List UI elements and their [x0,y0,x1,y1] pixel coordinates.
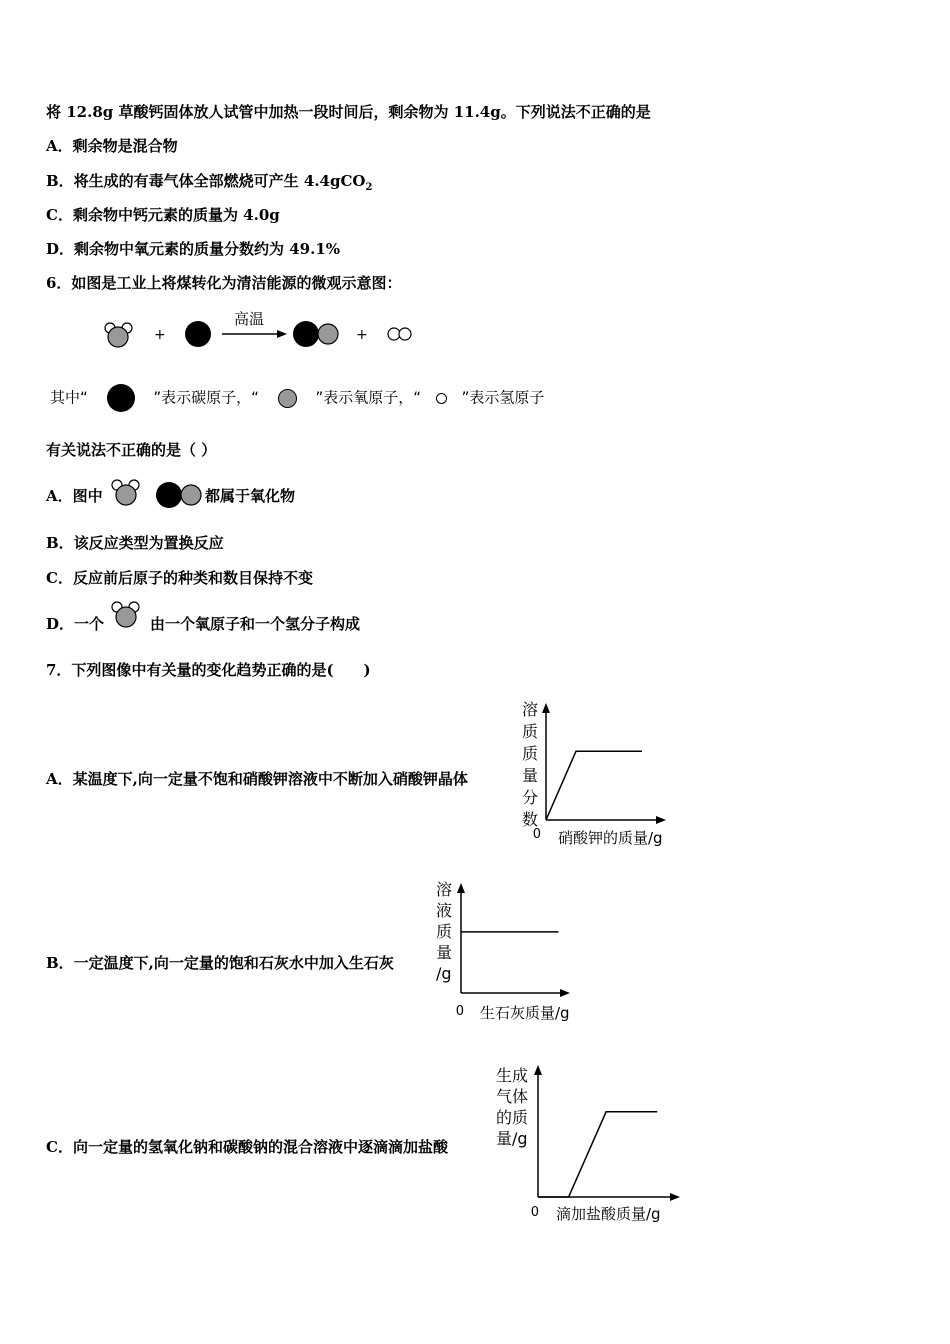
co2-subscript: 2 [365,182,373,193]
q6-option-d-pre: D．一个 [46,615,105,633]
plus-sign-2: + [356,327,368,343]
chart-b-origin: 0 [455,1004,464,1019]
chart-b-x-arrow-icon [560,989,570,997]
plus-sign-1: + [154,327,166,343]
q6-option-d-post: 由一个氧原子和一个氢分子构成 [150,615,361,633]
q6-question: 有关说法不正确的是（ ） [46,441,217,459]
chart-c-xlabel: 滴加盐酸质量/g [556,1205,661,1223]
q6-option-d[interactable] [46,614,104,634]
ylabel-char: 量 [522,766,539,785]
chart-b-y-arrow-icon [457,883,465,893]
ylabel-char: 生成 [496,1066,529,1085]
legend-carbon-text: ”表示碳原子，“ [153,388,259,407]
carbon-atom-icon [185,321,211,347]
q6-option-a[interactable] [46,486,103,506]
q7-option-b[interactable]: B．一定温度下,向一定量的饱和石灰水中加入生石灰 [46,954,394,972]
ylabel-char: 液 [436,901,453,920]
q7-stem: 7．下列图像中有关量的变化趋势正确的是( ) [46,661,371,679]
chart-a [510,695,690,855]
ylabel-char: 量 [436,943,453,962]
chart-c-series-line [538,1112,657,1197]
chart-c-y-arrow-icon [534,1065,542,1075]
legend-oxygen-text: ”表示氧原子，“ [315,388,421,407]
q7-option-c[interactable]: C．向一定量的氢氧化钠和碳酸钠的混合溶液中逐滴滴加盐酸 [46,1138,448,1156]
chart-b [430,875,610,1025]
ylabel-char: 气体 [496,1087,529,1106]
co-molecule-icon [293,321,338,347]
legend-pre: 其中“ [50,388,88,407]
arrow-head-icon [277,330,287,338]
ylabel-char: 分 [522,788,539,807]
chart-a-x-arrow-icon [656,816,666,824]
ylabel-char: 溶 [522,700,539,719]
legend-hydrogen-text: ”表示氢原子 [461,388,545,407]
ylabel-char: 质 [522,744,539,763]
atom-legend [50,384,544,412]
q5-stem: 将 12.8g 草酸钙固体放人试管中加热一段时间后，剩余物为 11.4g。下列说法不正确的是 [46,103,651,121]
ylabel-char: 质 [522,722,539,741]
q5-option-a[interactable]: A．剩余物是混合物 [46,137,178,155]
reaction-diagram [0,305,950,365]
chart-a-origin: 0 [532,827,541,842]
ylabel-char: 质 [436,922,453,941]
q7-option-a[interactable]: A．某温度下,向一定量不饱和硝酸钾溶液中不断加入硝酸钾晶体 [46,770,468,788]
ylabel-char: /g [436,964,452,983]
chart-a-xlabel: 硝酸钾的质量/g [558,829,663,847]
carbon-atom-legend-icon [107,384,135,412]
water-molecule-icon [105,323,132,347]
q5-option-d[interactable]: D．剩余物中氧元素的质量分数约为 49.1% [46,240,341,258]
q6-option-a-post: 都属于氧化物 [205,487,296,505]
hydrogen-molecule-icon [388,328,411,340]
oxygen-atom-legend-icon [278,389,297,408]
chart-b-xlabel: 生石灰质量/g [480,1004,570,1022]
ylabel-char: 的质 [496,1108,529,1127]
ylabel-char: 溶 [436,880,453,899]
q5-option-b[interactable] [46,171,372,198]
q5-option-b-text: B．将生成的有毒气体全部燃烧可产生 4.4gCO [46,172,366,190]
reaction-condition: 高温 [234,310,265,328]
chart-c [490,1055,690,1225]
chart-c-origin: 0 [530,1205,539,1220]
ylabel-char: 量/g [496,1129,528,1148]
chart-a-series-line [546,751,642,820]
chart-c-ylabel [496,1066,528,1148]
q6-stem: 6．如图是工业上将煤转化为清洁能源的微观示意图： [46,274,402,292]
chart-b-ylabel [436,880,452,983]
hydrogen-atom-legend-icon [436,393,447,404]
q6-option-a-molecules [108,478,203,512]
q6-option-a-pre: A．图中 [46,487,103,505]
q6-option-c[interactable]: C．反应前后原子的种类和数目保持不变 [46,569,313,587]
chart-a-ylabel [522,700,538,829]
ylabel-char: 数 [522,810,539,829]
chart-c-x-arrow-icon [670,1193,680,1201]
chart-a-y-arrow-icon [542,703,550,713]
q6-option-b[interactable]: B．该反应类型为置换反应 [46,534,224,552]
water-molecule-option-d-icon [108,600,148,634]
q5-option-c[interactable]: C．剩余物中钙元素的质量为 4.0g [46,206,280,224]
